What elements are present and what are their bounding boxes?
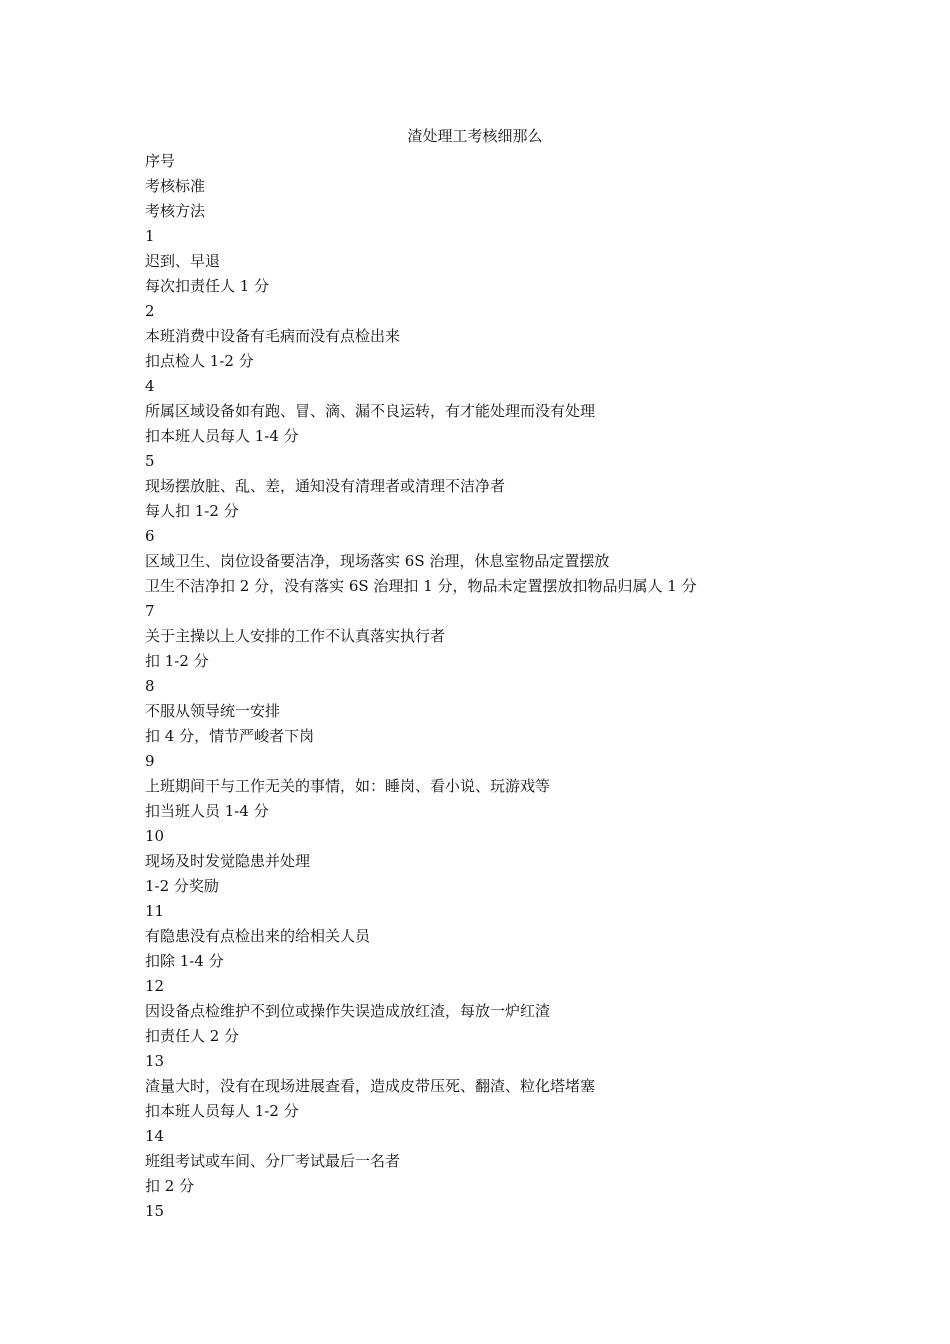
body-line: 上班期间干与工作无关的事情，如：睡岗、看小说、玩游戏等 [145,777,551,795]
body-line: 1 [145,227,155,245]
body-line: 序号 [145,152,176,170]
body-line: 10 [145,827,165,845]
body-line: 本班消费中设备有毛病而没有点检出来 [145,327,401,345]
body-line: 7 [145,602,155,620]
body-line: 扣 4 分，情节严峻者下岗 [145,727,315,745]
body-line: 9 [145,752,155,770]
body-line: 扣本班人员每人 1-2 分 [145,1102,299,1120]
body-line: 区域卫生、岗位设备要洁净，现场落实 6S 治理，休息室物品定置摆放 [145,552,610,570]
body-line: 11 [145,902,165,920]
body-line: 13 [145,1052,165,1070]
body-line: 现场摆放脏、乱、差，通知没有清理者或清理不洁净者 [145,477,506,495]
body-line: 不服从领导统一安排 [145,702,281,720]
body-line: 14 [145,1127,165,1145]
document-title: 渣处理工考核细那么 [407,127,543,145]
body-line: 15 [145,1202,165,1220]
body-line: 关于主操以上人安排的工作不认真落实执行者 [145,627,446,645]
body-line: 每人扣 1-2 分 [145,502,239,520]
body-line: 有隐患没有点检出来的给相关人员 [145,927,371,945]
body-line: 因设备点检维护不到位或操作失误造成放红渣，每放一炉红渣 [145,1002,551,1020]
body-line: 考核方法 [145,202,206,220]
body-line: 所属区域设备如有跑、冒、滴、漏不良运转，有才能处理而没有处理 [145,402,596,420]
body-line: 4 [145,377,155,395]
body-line: 迟到、早退 [145,252,221,270]
body-line: 2 [145,302,155,320]
body-line: 现场及时发觉隐患并处理 [145,852,311,870]
body-line: 扣本班人员每人 1-4 分 [145,427,299,445]
body-line: 1-2 分奖励 [145,877,219,895]
body-line: 每次扣责任人 1 分 [145,277,270,295]
body-line: 扣 2 分 [145,1177,195,1195]
body-line: 扣 1-2 分 [145,652,209,670]
body-line: 6 [145,527,155,545]
body-line: 扣除 1-4 分 [145,952,224,970]
body-line: 渣量大时，没有在现场进展查看，造成皮带压死、翻渣、粒化塔堵塞 [145,1077,596,1095]
body-line: 扣当班人员 1-4 分 [145,802,269,820]
body-line: 考核标准 [145,177,206,195]
body-line: 8 [145,677,155,695]
body-line: 5 [145,452,155,470]
body-line: 卫生不洁净扣 2 分，没有落实 6S 治理扣 1 分，物品未定置摆放扣物品归属人 1 分 [145,577,697,595]
body-line: 扣责任人 2 分 [145,1027,240,1045]
body-line: 班组考试或车间、分厂考试最后一名者 [145,1152,401,1170]
body-line: 扣点检人 1-2 分 [145,352,254,370]
body-line: 12 [145,977,165,995]
document-body [145,151,845,1226]
